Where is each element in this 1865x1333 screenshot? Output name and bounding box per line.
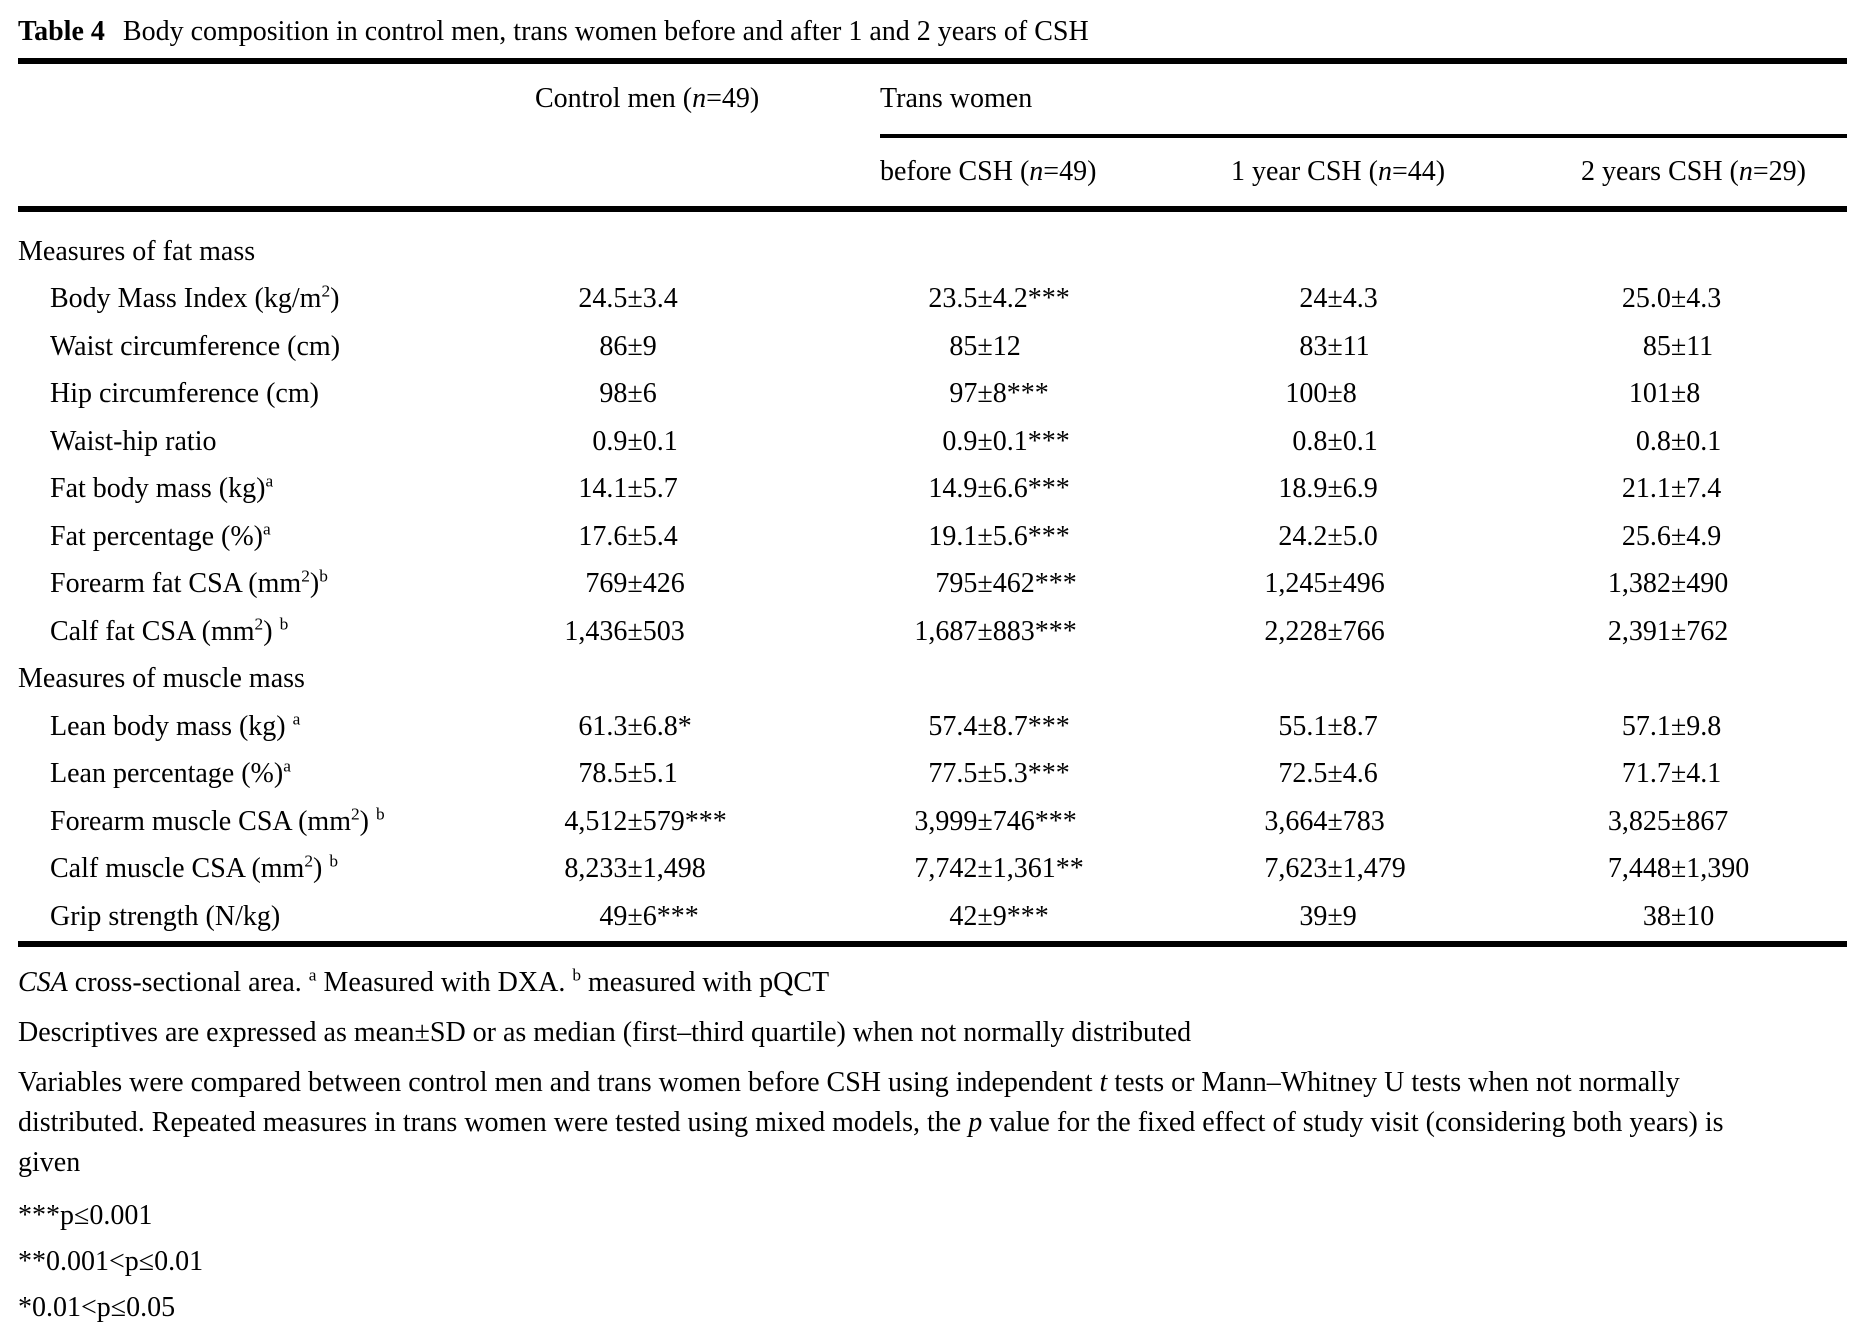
table-row bbox=[18, 703, 1847, 751]
column-header-control-men: Control men (n=49) bbox=[535, 83, 760, 114]
row-label: Measures of fat mass bbox=[18, 235, 256, 267]
table-title-text: Body composition in control men, trans women before and after 1 and 2 years of CSH bbox=[122, 16, 1089, 47]
row-label: Measures of muscle mass bbox=[18, 663, 305, 695]
section-row bbox=[18, 228, 1847, 276]
table-row bbox=[18, 276, 1847, 324]
bottom-rule bbox=[18, 941, 1847, 947]
value-cell: 4,512 ± 579*** bbox=[564, 805, 727, 837]
value-cell: 3,825 ± 867 bbox=[1607, 805, 1729, 837]
value-cell: 49 ± 6*** bbox=[599, 900, 699, 932]
table-row bbox=[18, 561, 1847, 609]
value-cell: 7,742 ± 1,361** bbox=[914, 853, 1084, 885]
value-cell: 1,382 ± 490 bbox=[1607, 568, 1729, 600]
value-cell: 98 ± 6 bbox=[599, 378, 657, 410]
value-cell: 2,228 ± 766 bbox=[1264, 615, 1385, 647]
value-cell: 3,664 ± 783 bbox=[1264, 805, 1385, 837]
significance-note-2: **0.001<p≤0.01 bbox=[18, 1245, 204, 1277]
table-title-label: Table 4 bbox=[18, 16, 105, 47]
value-cell: 19.1 ± 5.6*** bbox=[928, 520, 1070, 552]
value-cell: 0.8 ± 0.1 bbox=[1635, 425, 1722, 457]
column-header-1-year-csh: 1 year CSH (n=44) bbox=[1231, 156, 1446, 187]
value-cell: 25.6 ± 4.9 bbox=[1621, 520, 1722, 552]
table-row bbox=[18, 323, 1847, 371]
row-label: Forearm fat CSA $(mm^2)^b$ bbox=[50, 566, 328, 600]
row-label: Lean body mass (kg) $^a$ bbox=[50, 709, 301, 742]
table-row bbox=[18, 846, 1847, 894]
table-header bbox=[18, 64, 1847, 206]
value-cell: 1,245 ± 496 bbox=[1264, 568, 1385, 600]
row-label: Fat body mass (kg)$^a$ bbox=[50, 471, 274, 505]
table-row bbox=[18, 893, 1847, 941]
value-cell: 61.3 ± 6.8* bbox=[578, 710, 692, 742]
table-body bbox=[18, 212, 1847, 941]
value-cell: 795 ± 462*** bbox=[935, 568, 1077, 600]
value-cell: 769 ± 426 bbox=[585, 568, 685, 600]
value-cell: 7,623 ± 1,479 bbox=[1264, 853, 1406, 885]
value-cell: 23.5 ± 4.2*** bbox=[928, 283, 1070, 315]
value-cell: 72.5 ± 4.6 bbox=[1278, 758, 1378, 790]
value-cell: 8,233 ± 1,498 bbox=[564, 853, 706, 885]
value-cell: 0.8 ± 0.1 bbox=[1292, 425, 1378, 457]
value-cell: 24.2 ± 5.0 bbox=[1278, 520, 1378, 552]
row-label: Waist-hip ratio bbox=[50, 425, 217, 457]
footnote-abbreviations: CSA cross-sectional area. $^a$ Measured with DXA. $^b$ measured with pQCT bbox=[18, 965, 830, 998]
table-row bbox=[18, 371, 1847, 419]
table-row bbox=[18, 513, 1847, 561]
value-cell: 14.1 ± 5.7 bbox=[578, 473, 678, 505]
row-label: Body Mass Index $(kg/m^2)$ bbox=[50, 281, 340, 315]
value-cell: 2,391 ± 762 bbox=[1607, 615, 1729, 647]
value-cell: 0.9 ± 0.1*** bbox=[942, 425, 1070, 457]
value-cell: 57.4 ± 8.7*** bbox=[928, 710, 1070, 742]
footnotes bbox=[18, 963, 1847, 1331]
table-row bbox=[18, 608, 1847, 656]
value-cell: 57.1 ± 9.8 bbox=[1621, 710, 1722, 742]
value-cell: 17.6 ± 5.4 bbox=[578, 520, 678, 552]
value-cell: 100 ± 8 bbox=[1285, 378, 1357, 410]
table-row bbox=[18, 418, 1847, 466]
row-label: Calf fat CSA $(mm^2)$ $^b$ bbox=[50, 614, 289, 647]
value-cell: 25.0 ± 4.3 bbox=[1621, 283, 1722, 315]
column-group-trans-women: Trans women bbox=[880, 83, 1033, 114]
value-cell: 14.9 ± 6.6*** bbox=[928, 473, 1070, 505]
value-cell: 77.5 ± 5.3*** bbox=[928, 758, 1070, 790]
value-cell: 101 ± 8 bbox=[1628, 378, 1701, 410]
footnote-descriptives: Descriptives are expressed as mean±SD or as median (first–third quartile) when not normally distributed bbox=[18, 1016, 1192, 1048]
value-cell: 71.7 ± 4.1 bbox=[1621, 758, 1722, 790]
value-cell: 55.1 ± 8.7 bbox=[1278, 710, 1378, 742]
value-cell: 97 ± 8*** bbox=[949, 378, 1049, 410]
methods-line: given bbox=[18, 1146, 81, 1178]
row-label: Calf muscle CSA $(mm^2)$ $^b$ bbox=[50, 851, 339, 885]
value-cell: 83 ± 11 bbox=[1299, 330, 1370, 362]
value-cell: 3,999 ± 746*** bbox=[914, 805, 1077, 837]
value-cell: 18.9 ± 6.9 bbox=[1278, 473, 1378, 505]
value-cell: 0.9 ± 0.1 bbox=[592, 425, 678, 457]
value-cell: 85 ± 11 bbox=[1642, 330, 1714, 362]
table-title bbox=[18, 0, 1847, 58]
footnote-methods bbox=[18, 1063, 1847, 1183]
row-label: Grip strength (N/kg) bbox=[50, 900, 281, 932]
value-cell: 42 ± 9*** bbox=[949, 900, 1049, 932]
table-row bbox=[18, 798, 1847, 846]
row-label: Forearm muscle CSA $(mm^2)$ $^b$ bbox=[50, 804, 385, 837]
significance-note-3: *0.01<p≤0.05 bbox=[18, 1291, 176, 1323]
table-row bbox=[18, 751, 1847, 799]
value-cell: 85 ± 12 bbox=[949, 330, 1021, 362]
row-label: Waist circumference (cm) bbox=[50, 330, 341, 362]
significance-note-1: ***p≤0.001 bbox=[18, 1199, 153, 1231]
value-cell: 7,448 ± 1,390 bbox=[1607, 853, 1750, 885]
table-row bbox=[18, 466, 1847, 514]
row-label: Fat percentage (%)$^a$ bbox=[50, 519, 271, 552]
value-cell: 86 ± 9 bbox=[599, 330, 657, 362]
value-cell: 1,687 ± 883*** bbox=[914, 615, 1077, 647]
value-cell: 24.5 ± 3.4 bbox=[578, 283, 678, 315]
value-cell: 38 ± 10 bbox=[1642, 900, 1715, 932]
value-cell: 21.1 ± 7.4 bbox=[1621, 473, 1722, 505]
row-label: Lean percentage (%)$^a$ bbox=[50, 756, 291, 790]
value-cell: 24 ± 4.3 bbox=[1299, 283, 1378, 315]
methods-line: Variables were compared between control men and trans women before CSH using independent t tests or Mann–Whitney U tests when not normally bbox=[18, 1066, 1680, 1098]
value-cell: 39 ± 9 bbox=[1299, 900, 1357, 932]
column-header-before-csh: before CSH (n=49) bbox=[880, 156, 1097, 187]
methods-line: distributed. Repeated measures in trans women were tested using mixed models, the p value for the fixed effect of study visit (considering both years) is bbox=[18, 1106, 1724, 1138]
trans-women-group-rule bbox=[880, 134, 1847, 138]
value-cell: 78.5 ± 5.1 bbox=[578, 758, 678, 790]
value-cell: 1,436 ± 503 bbox=[564, 615, 685, 647]
row-label: Hip circumference (cm) bbox=[50, 378, 319, 410]
column-header-2-years-csh: 2 years CSH (n=29) bbox=[1581, 156, 1806, 187]
section-row bbox=[18, 656, 1847, 704]
